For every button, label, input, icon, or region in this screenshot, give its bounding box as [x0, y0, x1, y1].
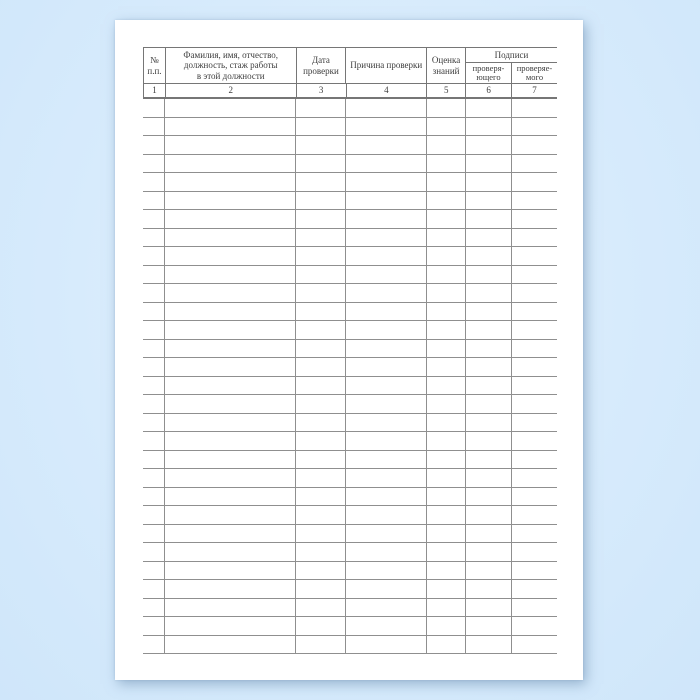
table-cell-empty — [143, 284, 165, 302]
header-inspector-line2: ющего — [476, 72, 501, 82]
table-cell-empty — [346, 155, 427, 173]
table-cell-empty — [512, 358, 557, 376]
table-cell-empty — [143, 266, 165, 284]
table-row — [143, 599, 557, 618]
table-cell-empty — [466, 229, 512, 247]
table-cell-empty — [427, 469, 466, 487]
table-cell-empty — [143, 173, 165, 191]
table-cell-empty — [165, 284, 296, 302]
table-cell-empty — [512, 395, 557, 413]
table-cell-empty — [427, 414, 466, 432]
table-row — [143, 155, 557, 174]
table-cell-empty — [165, 99, 296, 117]
header-cell-inspector-signature — [466, 63, 512, 83]
table-cell-empty — [165, 488, 296, 506]
column-number-4: 4 — [347, 84, 428, 97]
table-row — [143, 173, 557, 192]
table-cell-empty — [427, 210, 466, 228]
table-cell-empty — [143, 506, 165, 524]
table-row — [143, 469, 557, 488]
table-cell-empty — [512, 488, 557, 506]
table-cell-empty — [296, 636, 346, 654]
table-cell-empty — [346, 266, 427, 284]
table-cell-empty — [346, 506, 427, 524]
table-cell-empty — [165, 229, 296, 247]
table-cell-empty — [512, 636, 557, 654]
table-row — [143, 636, 557, 655]
table-cell-empty — [466, 506, 512, 524]
table-cell-empty — [165, 414, 296, 432]
table-row — [143, 562, 557, 581]
table-cell-empty — [143, 210, 165, 228]
table-cell-empty — [512, 543, 557, 561]
table-cell-empty — [165, 247, 296, 265]
table-cell-empty — [296, 599, 346, 617]
table-cell-empty — [466, 414, 512, 432]
header-inspected-line2: мого — [525, 72, 544, 82]
header-signatures-title: Подписи — [466, 48, 557, 63]
table-cell-empty — [143, 303, 165, 321]
table-cell-empty — [346, 377, 427, 395]
table-cell-empty — [466, 395, 512, 413]
header-inspector-line1: проверя- — [472, 63, 505, 73]
table-cell-empty — [512, 284, 557, 302]
table-cell-empty — [512, 617, 557, 635]
table-cell-empty — [346, 562, 427, 580]
table-cell-empty — [427, 266, 466, 284]
table-cell-empty — [512, 118, 557, 136]
table-body — [143, 99, 557, 654]
table-cell-empty — [165, 377, 296, 395]
table-cell-empty — [346, 284, 427, 302]
table-header — [143, 47, 557, 99]
table-cell-empty — [165, 192, 296, 210]
table-cell-empty — [165, 617, 296, 635]
table-cell-empty — [165, 340, 296, 358]
table-cell-empty — [427, 617, 466, 635]
table-row — [143, 543, 557, 562]
table-cell-empty — [512, 321, 557, 339]
table-row — [143, 192, 557, 211]
table-cell-empty — [427, 136, 466, 154]
table-cell-empty — [296, 284, 346, 302]
table-cell-empty — [296, 506, 346, 524]
header-no-line1: № — [150, 55, 159, 65]
table-row — [143, 118, 557, 137]
table-row — [143, 395, 557, 414]
table-cell-empty — [466, 247, 512, 265]
table-cell-empty — [512, 303, 557, 321]
table-cell-empty — [296, 451, 346, 469]
table-cell-empty — [512, 451, 557, 469]
table-cell-empty — [512, 247, 557, 265]
header-date-line1: Дата — [311, 55, 330, 65]
table-cell-empty — [296, 469, 346, 487]
table-cell-empty — [466, 321, 512, 339]
table-cell-empty — [143, 414, 165, 432]
table-cell-empty — [346, 414, 427, 432]
table-row — [143, 617, 557, 636]
table-cell-empty — [466, 562, 512, 580]
table-cell-empty — [346, 469, 427, 487]
table-cell-empty — [512, 506, 557, 524]
table-cell-empty — [143, 617, 165, 635]
header-cell-name — [166, 48, 297, 83]
table-cell-empty — [427, 229, 466, 247]
table-row — [143, 210, 557, 229]
table-cell-empty — [512, 340, 557, 358]
table-cell-empty — [143, 192, 165, 210]
table-cell-empty — [143, 377, 165, 395]
table-cell-empty — [143, 451, 165, 469]
header-cell-inspected-signature — [512, 63, 557, 83]
table-cell-empty — [427, 395, 466, 413]
table-cell-empty — [466, 303, 512, 321]
table-cell-empty — [296, 562, 346, 580]
table-cell-empty — [512, 266, 557, 284]
column-number-6: 6 — [466, 84, 512, 97]
table-cell-empty — [466, 636, 512, 654]
table-row — [143, 321, 557, 340]
document-page — [115, 20, 583, 680]
column-number-2: 2 — [166, 84, 297, 97]
table-cell-empty — [512, 173, 557, 191]
table-cell-empty — [427, 525, 466, 543]
table-cell-empty — [346, 543, 427, 561]
table-cell-empty — [512, 229, 557, 247]
table-cell-empty — [427, 562, 466, 580]
table-cell-empty — [427, 451, 466, 469]
table-cell-empty — [466, 118, 512, 136]
inspection-journal-table — [143, 47, 557, 654]
table-cell-empty — [466, 266, 512, 284]
table-cell-empty — [466, 432, 512, 450]
table-cell-empty — [165, 303, 296, 321]
table-cell-empty — [427, 432, 466, 450]
table-cell-empty — [466, 580, 512, 598]
header-name-line1: Фамилия, имя, отчество, — [183, 49, 279, 60]
table-cell-empty — [165, 543, 296, 561]
table-row — [143, 414, 557, 433]
table-cell-empty — [143, 543, 165, 561]
table-cell-empty — [466, 99, 512, 117]
table-cell-empty — [296, 525, 346, 543]
table-cell-empty — [427, 488, 466, 506]
table-cell-empty — [296, 395, 346, 413]
table-cell-empty — [165, 562, 296, 580]
table-cell-empty — [143, 155, 165, 173]
table-cell-empty — [427, 99, 466, 117]
table-cell-empty — [143, 432, 165, 450]
header-cell-grade — [427, 48, 466, 83]
table-cell-empty — [143, 395, 165, 413]
table-cell-empty — [427, 173, 466, 191]
table-cell-empty — [346, 321, 427, 339]
table-cell-empty — [466, 358, 512, 376]
table-cell-empty — [165, 636, 296, 654]
table-row — [143, 525, 557, 544]
table-cell-empty — [165, 210, 296, 228]
table-cell-empty — [512, 599, 557, 617]
table-cell-empty — [466, 599, 512, 617]
header-grade-line1: Оценка — [431, 55, 461, 65]
table-cell-empty — [346, 451, 427, 469]
table-cell-empty — [427, 247, 466, 265]
table-cell-empty — [165, 506, 296, 524]
table-cell-empty — [165, 395, 296, 413]
table-cell-empty — [512, 99, 557, 117]
header-inspected-line1: проверяе- — [516, 63, 553, 73]
table-row — [143, 229, 557, 248]
table-cell-empty — [427, 303, 466, 321]
table-cell-empty — [466, 377, 512, 395]
table-cell-empty — [346, 173, 427, 191]
column-number-7: 7 — [532, 85, 537, 95]
table-cell-empty — [165, 358, 296, 376]
table-cell-empty — [165, 451, 296, 469]
table-cell-empty — [296, 173, 346, 191]
table-cell-empty — [466, 173, 512, 191]
table-cell-empty — [346, 432, 427, 450]
table-cell-empty — [466, 155, 512, 173]
table-cell-empty — [427, 506, 466, 524]
table-cell-empty — [346, 488, 427, 506]
table-cell-empty — [296, 155, 346, 173]
table-cell-empty — [512, 155, 557, 173]
table-row — [143, 488, 557, 507]
table-cell-empty — [296, 488, 346, 506]
table-cell-empty — [512, 377, 557, 395]
table-cell-empty — [466, 617, 512, 635]
table-cell-empty — [143, 229, 165, 247]
table-cell-empty — [427, 377, 466, 395]
table-cell-empty — [512, 562, 557, 580]
table-cell-empty — [165, 136, 296, 154]
table-cell-empty — [165, 432, 296, 450]
table-cell-empty — [143, 469, 165, 487]
table-row — [143, 340, 557, 359]
table-row — [143, 284, 557, 303]
table-cell-empty — [512, 580, 557, 598]
table-cell-empty — [296, 377, 346, 395]
table-row — [143, 136, 557, 155]
table-cell-empty — [427, 580, 466, 598]
table-cell-empty — [296, 414, 346, 432]
table-cell-empty — [165, 321, 296, 339]
table-cell-empty — [427, 358, 466, 376]
table-cell-empty — [466, 451, 512, 469]
table-row — [143, 451, 557, 470]
table-cell-empty — [512, 469, 557, 487]
table-cell-empty — [346, 136, 427, 154]
table-cell-empty — [427, 155, 466, 173]
column-number-3: 3 — [297, 84, 347, 97]
table-cell-empty — [143, 118, 165, 136]
table-cell-empty — [427, 321, 466, 339]
table-cell-empty — [296, 229, 346, 247]
header-cell-number — [144, 48, 166, 83]
table-cell-empty — [346, 99, 427, 117]
table-cell-empty — [165, 266, 296, 284]
table-cell-empty — [346, 617, 427, 635]
table-cell-empty — [143, 321, 165, 339]
table-cell-empty — [466, 340, 512, 358]
table-cell-empty — [346, 395, 427, 413]
table-cell-empty — [165, 525, 296, 543]
table-cell-empty — [296, 340, 346, 358]
table-row — [143, 266, 557, 285]
table-row — [143, 99, 557, 118]
table-cell-empty — [466, 210, 512, 228]
table-cell-empty — [296, 617, 346, 635]
table-cell-empty — [296, 543, 346, 561]
table-cell-empty — [427, 543, 466, 561]
table-cell-empty — [296, 99, 346, 117]
table-row — [143, 358, 557, 377]
table-cell-empty — [143, 340, 165, 358]
table-cell-empty — [143, 525, 165, 543]
table-cell-empty — [346, 340, 427, 358]
table-cell-empty — [346, 580, 427, 598]
table-cell-empty — [296, 136, 346, 154]
table-row — [143, 377, 557, 396]
table-cell-empty — [143, 599, 165, 617]
table-cell-empty — [296, 210, 346, 228]
table-cell-empty — [165, 118, 296, 136]
table-cell-empty — [143, 636, 165, 654]
table-cell-empty — [296, 247, 346, 265]
table-cell-empty — [296, 321, 346, 339]
table-cell-empty — [346, 525, 427, 543]
table-cell-empty — [466, 284, 512, 302]
table-cell-empty — [466, 469, 512, 487]
table-row — [143, 506, 557, 525]
table-cell-empty — [466, 543, 512, 561]
table-cell-empty — [427, 340, 466, 358]
header-signatures-subcells — [466, 63, 557, 83]
table-cell-empty — [165, 155, 296, 173]
table-cell-empty — [346, 358, 427, 376]
table-cell-empty — [296, 432, 346, 450]
table-cell-empty — [143, 562, 165, 580]
header-reason-line1: Причина проверки — [350, 60, 423, 71]
table-cell-empty — [512, 192, 557, 210]
table-cell-empty — [143, 580, 165, 598]
table-cell-empty — [165, 599, 296, 617]
table-cell-empty — [296, 118, 346, 136]
table-cell-empty — [512, 525, 557, 543]
column-number-1: 1 — [144, 84, 166, 97]
table-cell-empty — [346, 118, 427, 136]
header-date-line2: проверки — [303, 65, 339, 76]
table-row — [143, 432, 557, 451]
table-cell-empty — [296, 580, 346, 598]
header-cell-reason — [346, 48, 427, 83]
table-header-row — [144, 48, 557, 84]
table-cell-empty — [165, 469, 296, 487]
column-number-row — [144, 84, 557, 99]
table-cell-empty — [346, 192, 427, 210]
table-cell-empty — [143, 358, 165, 376]
table-cell-empty — [143, 99, 165, 117]
table-row — [143, 303, 557, 322]
table-cell-empty — [512, 210, 557, 228]
table-cell-empty — [143, 488, 165, 506]
table-cell-empty — [143, 247, 165, 265]
table-cell-empty — [427, 599, 466, 617]
table-cell-empty — [427, 636, 466, 654]
table-cell-empty — [427, 118, 466, 136]
table-cell-empty — [466, 488, 512, 506]
table-cell-empty — [346, 636, 427, 654]
table-cell-empty — [296, 266, 346, 284]
header-no-line2: п.п. — [147, 65, 162, 76]
table-cell-empty — [512, 414, 557, 432]
table-cell-empty — [165, 173, 296, 191]
table-cell-empty — [512, 136, 557, 154]
table-cell-empty — [466, 525, 512, 543]
table-cell-empty — [512, 432, 557, 450]
table-cell-empty — [296, 303, 346, 321]
table-cell-empty — [346, 599, 427, 617]
column-number-5: 5 — [427, 84, 466, 97]
header-cell-signatures — [466, 48, 557, 83]
table-cell-empty — [165, 580, 296, 598]
table-cell-empty — [296, 358, 346, 376]
table-cell-empty — [466, 136, 512, 154]
header-cell-date — [297, 48, 347, 83]
table-cell-empty — [427, 192, 466, 210]
table-cell-empty — [427, 284, 466, 302]
table-cell-empty — [346, 229, 427, 247]
header-name-line3: в этой должности — [196, 70, 265, 81]
table-cell-empty — [296, 192, 346, 210]
header-name-line2: должность, стаж работы — [183, 60, 278, 71]
table-cell-empty — [346, 303, 427, 321]
table-cell-empty — [466, 192, 512, 210]
header-grade-line2: знаний — [432, 65, 460, 76]
table-cell-empty — [346, 247, 427, 265]
table-row — [143, 247, 557, 266]
table-row — [143, 580, 557, 599]
table-cell-empty — [346, 210, 427, 228]
table-cell-empty — [143, 136, 165, 154]
